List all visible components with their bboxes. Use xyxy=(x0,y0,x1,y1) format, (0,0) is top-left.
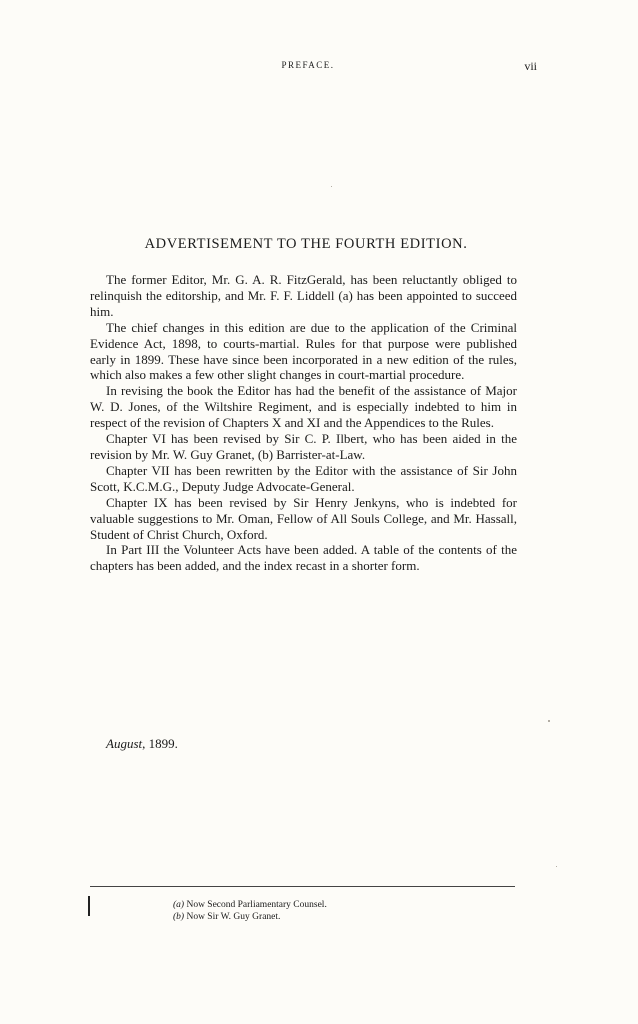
paper-speck xyxy=(556,866,557,867)
date-month: August xyxy=(106,736,143,751)
dateline xyxy=(106,736,178,752)
running-head: PREFACE. xyxy=(281,60,335,70)
paragraph: Chapter VII has been rewritten by the Editor with the assistance of Sir John Scott, K.C.M.G., Deputy Judge Advocate-General. xyxy=(90,462,517,494)
paragraph: Chapter IX has been revised by Sir Henry Jenkyns, who is indebted for valuable suggestions to Mr. Oman, Fellow of All Souls College, and Mr. Hassall, Student of Christ Church, Oxford. xyxy=(90,494,517,542)
paragraph: The chief changes in this edition are due to the application of the Criminal Evidence Act, 1898, to courts-martial. Rules for that purpose were published early in 1899. These have since been incorporated in a new edition of the rules, which also makes a few other slight changes in court-martial procedure. xyxy=(90,319,517,383)
paragraph: In Part III the Volunteer Acts have been added. A table of the contents of the chapters has been added, and the index recast in a shorter form. xyxy=(90,542,517,574)
footnotes xyxy=(173,899,327,923)
paragraph: Chapter VI has been revised by Sir C. P. Ilbert, who has been aided in the revision by Mr. W. Guy Granet, (b) Barrister-at-Law. xyxy=(90,431,517,462)
date-year: , 1899. xyxy=(142,736,178,751)
page-number: vii xyxy=(524,59,537,73)
page-header xyxy=(90,59,537,76)
paragraph: The former Editor, Mr. G. A. R. FitzGerald, has been reluctantly obliged to relinquish the editorship, and Mr. F. F. Liddell (a) has been appointed to succeed him. xyxy=(90,272,517,319)
footnote-rule xyxy=(90,886,515,887)
footnote xyxy=(173,911,327,923)
paper-speck xyxy=(331,186,332,187)
footnote-text: Now Second Parliamentary Counsel. xyxy=(186,900,327,910)
body-text xyxy=(90,272,517,574)
paragraph: In revising the book the Editor has had the benefit of the assistance of Major W. D. Jones, of the Wiltshire Regiment, and is especially indebted to him in respect of the revision of Chapters X and XI and the Appendices to the Rules. xyxy=(90,383,517,431)
margin-mark xyxy=(88,896,90,916)
paper-speck xyxy=(548,720,550,722)
footnote-text: Now Sir W. Guy Granet. xyxy=(186,912,281,922)
footnote-mark: (a) xyxy=(173,900,185,910)
footnote xyxy=(173,899,327,911)
footnote-mark: (b) xyxy=(173,912,185,922)
section-title: ADVERTISEMENT TO THE FOURTH EDITION. xyxy=(144,236,468,252)
